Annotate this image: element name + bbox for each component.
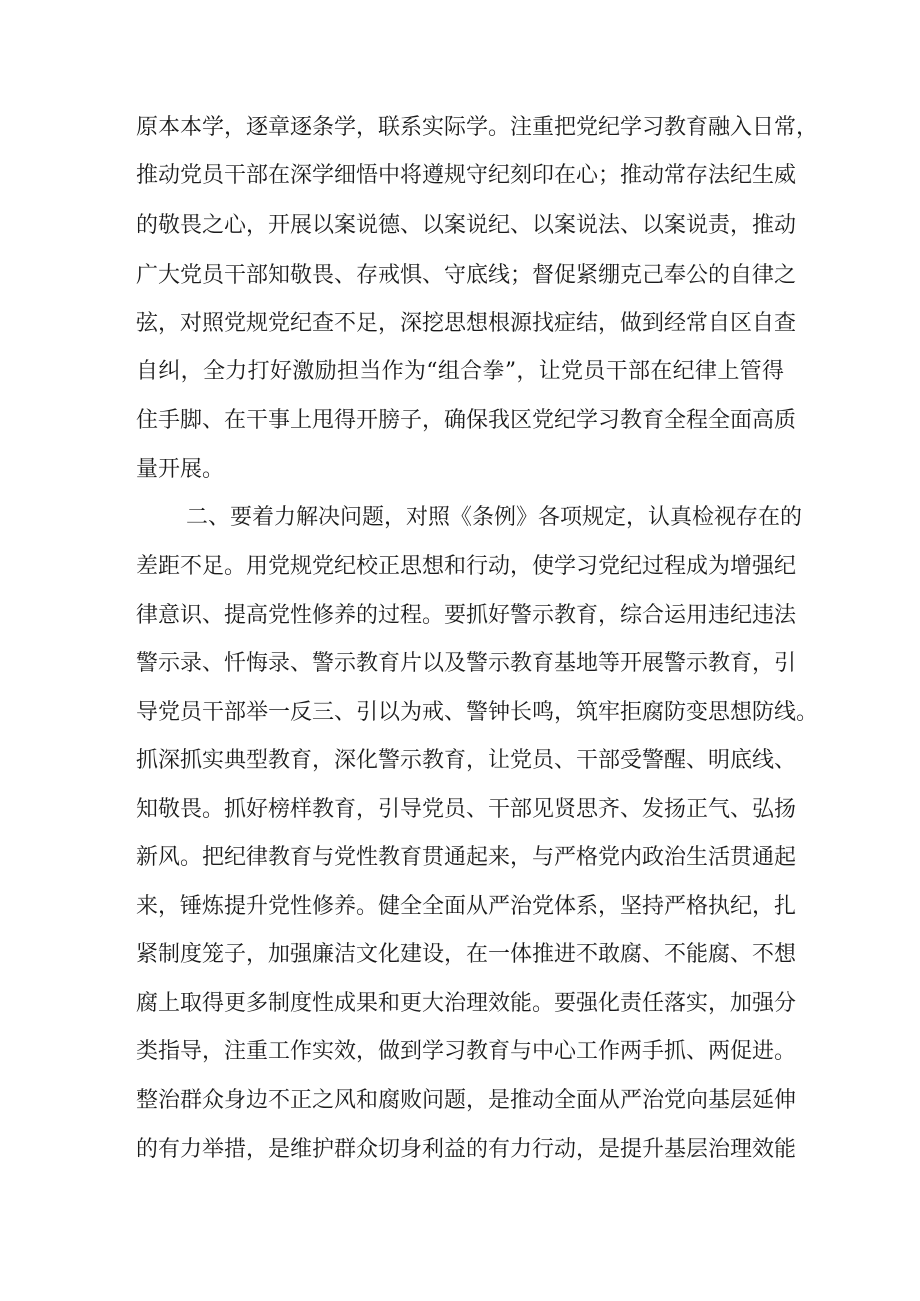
text-line: 原本本学，逐章逐条学，联系实际学。注重把党纪学习教育融入日常， bbox=[136, 115, 819, 140]
text-line: 抓深抓实典型教育，深化警示教育，让党员、干部受警醒、明底线、 bbox=[136, 748, 797, 773]
paragraph-heading-line: 二、要着力解决问题，对照《条例》各项规定，认真检视存在的 bbox=[186, 505, 803, 530]
text-line: 住手脚、在干事上甩得开膀子，确保我区党纪学习教育全程全面高质 bbox=[136, 408, 797, 433]
text-line: 的有力举措，是维护群众切身利益的有力行动，是提升基层治理效能 bbox=[136, 1137, 797, 1162]
text-line: 差距不足。用党规党纪校正思想和行动，使学习党纪过程成为增强纪 bbox=[136, 554, 797, 579]
text-line: 知敬畏。抓好榜样教育，引导党员、干部见贤思齐、发扬正气、弘扬 bbox=[136, 797, 797, 822]
text-line: 警示录、忏悔录、警示教育片以及警示教育基地等开展警示教育，引 bbox=[136, 651, 797, 676]
text-line: 导党员干部举一反三、引以为戒、警钟长鸣，筑牢拒腐防变思想防线。 bbox=[136, 700, 819, 725]
text-line: 量开展。 bbox=[136, 457, 225, 482]
text-line: 紧制度笼子，加强廉洁文化建设，在一体推进不敢腐、不能腐、不想 bbox=[136, 942, 797, 967]
text-line: 腐上取得更多制度性成果和更大治理效能。要强化责任落实，加强分 bbox=[136, 991, 797, 1016]
text-line: 类指导，注重工作实效，做到学习教育与中心工作两手抓、两促进。 bbox=[136, 1039, 797, 1064]
text-line: 的敬畏之心，开展以案说德、以案说纪、以案说法、以案说责，推动 bbox=[136, 213, 797, 238]
text-line: 弦，对照党规党纪查不足，深挖思想根源找症结，做到经常自区自查 bbox=[136, 311, 797, 336]
text-line: 推动党员干部在深学细悟中将遵规守纪刻印在心；推动常存法纪生威 bbox=[136, 163, 797, 188]
text-line: 新风。把纪律教育与党性教育贯通起来，与严格党内政治生活贯通起 bbox=[136, 845, 797, 870]
text-line: 自纠，全力打好激励担当作为“组合拳”，让党员干部在纪律上管得 bbox=[136, 359, 784, 384]
text-line: 律意识、提高党性修养的过程。要抓好警示教育，综合运用违纪违法 bbox=[136, 603, 797, 628]
text-line: 广大党员干部知敬畏、存戒惧、守底线；督促紧绷克己奉公的自律之 bbox=[136, 263, 797, 288]
text-line: 整治群众身边不正之风和腐败问题，是推动全面从严治党向基层延伸 bbox=[136, 1088, 797, 1113]
text-line: 来，锤炼提升党性修养。健全全面从严治党体系，坚持严格执纪，扎 bbox=[136, 894, 797, 919]
